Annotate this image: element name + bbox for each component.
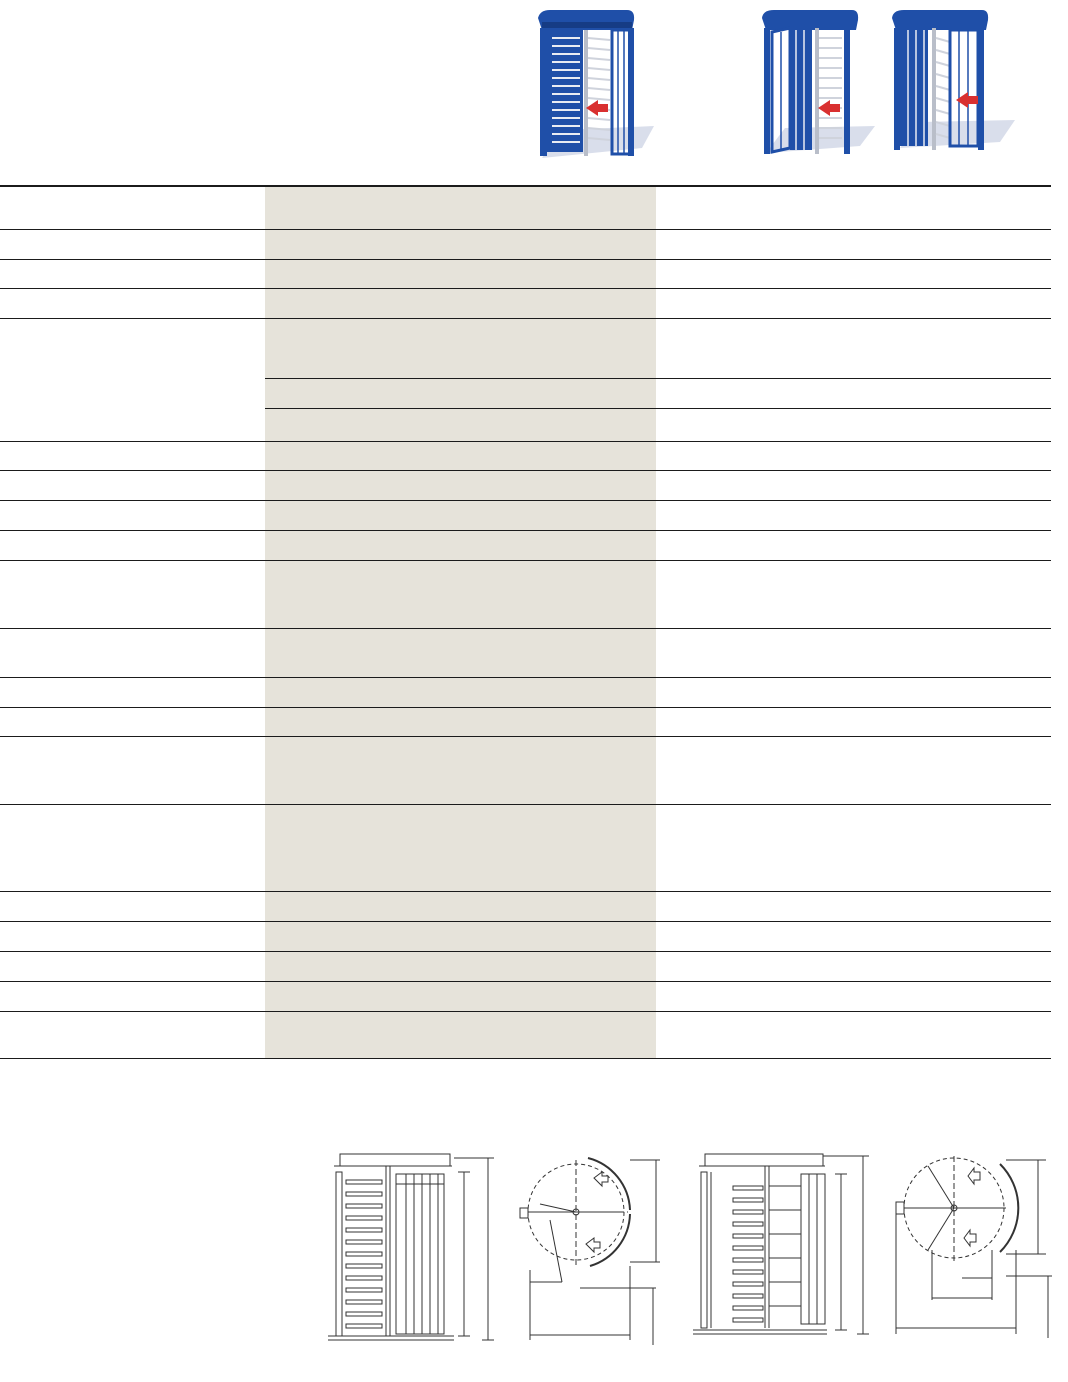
table-row-divider xyxy=(0,951,1051,952)
table-row-divider xyxy=(0,441,1051,442)
table-row-divider xyxy=(0,1011,1051,1012)
table-row-divider xyxy=(0,804,1051,805)
table-row-divider xyxy=(0,530,1051,531)
turnstile-photo-double-left xyxy=(760,8,885,158)
table-row-divider xyxy=(0,288,1051,289)
table-row-divider xyxy=(0,259,1051,260)
table-row-divider xyxy=(0,891,1051,892)
table-row-divider xyxy=(0,707,1051,708)
table-row-divider xyxy=(0,318,1051,319)
drawing-single-plan-view xyxy=(510,1150,665,1350)
table-row-divider xyxy=(265,378,1051,379)
drawing-double-front-elevation xyxy=(693,1150,873,1345)
spec-table-shaded-column xyxy=(265,186,656,1059)
table-row-divider xyxy=(0,677,1051,678)
turnstile-photo-double-right xyxy=(890,8,1020,153)
table-row-divider xyxy=(0,185,1051,187)
table-row-divider xyxy=(0,1058,1051,1059)
table-row-divider xyxy=(265,408,1051,409)
table-row-divider xyxy=(0,500,1051,501)
drawing-double-plan-view xyxy=(888,1150,1058,1340)
table-row-divider xyxy=(0,736,1051,737)
table-row-divider xyxy=(0,229,1051,230)
turnstile-photo-single xyxy=(532,8,657,163)
table-row-divider xyxy=(0,560,1051,561)
drawing-single-front-elevation xyxy=(326,1150,501,1350)
table-row-divider xyxy=(0,470,1051,471)
table-row-divider xyxy=(0,628,1051,629)
table-row-divider xyxy=(0,921,1051,922)
table-row-divider xyxy=(0,981,1051,982)
